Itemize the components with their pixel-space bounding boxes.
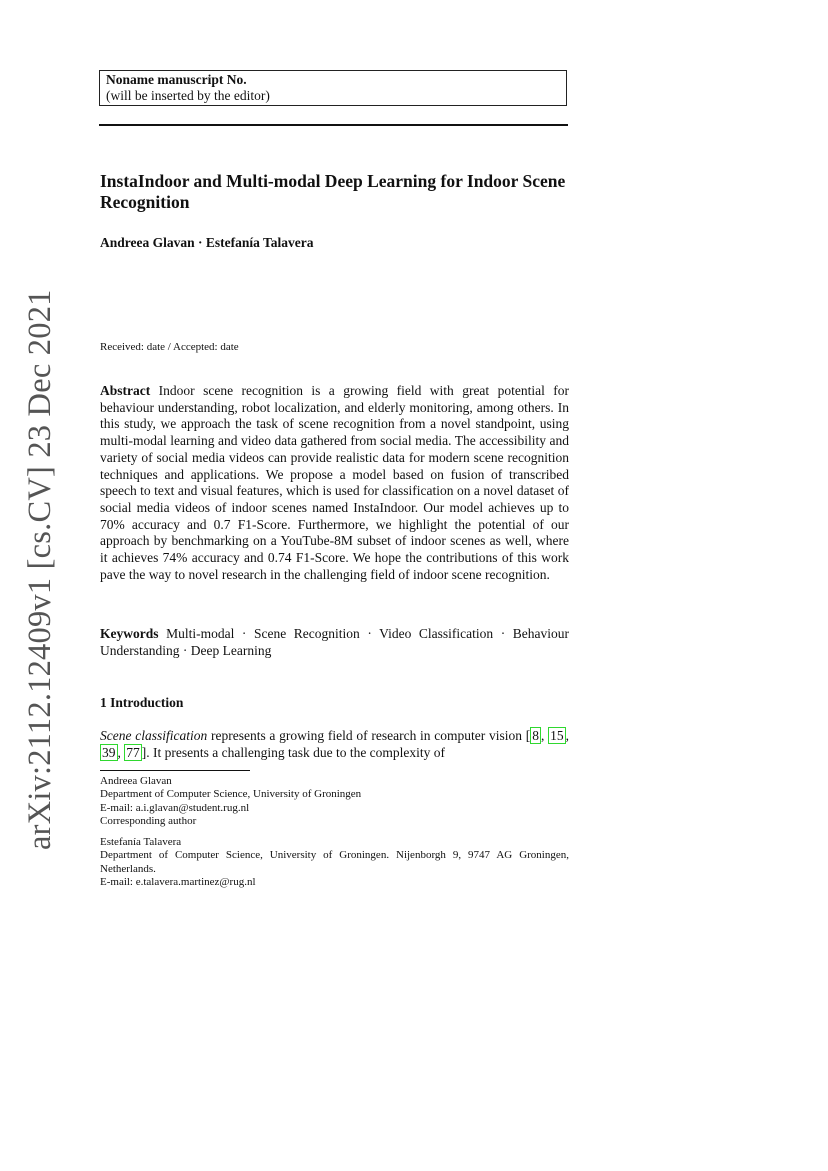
intro-text-continued: . It presents a challenging task due to the complexity of (146, 744, 446, 760)
abstract-label: Abstract (100, 383, 151, 398)
editor-note: (will be inserted by the editor) (106, 88, 270, 103)
keywords-text: Multi-modal · Scene Recognition · Video Classification · Behaviour Understanding · Deep Learning (100, 626, 569, 658)
arxiv-sidebar-stamp: arXiv:2112.12409v1 [cs.CV] 23 Dec 2021 (22, 289, 58, 850)
introduction-paragraph: Scene classification represents a growing field of research in computer vision [ 8 , 15 , 39 , 77 ]. It presents a challenging task due to the complexity of (100, 728, 570, 760)
author1-name: Andreea Glavan (100, 775, 172, 787)
editor-note-box (99, 70, 567, 106)
citation-link[interactable]: 15 (550, 728, 564, 743)
citation-link[interactable]: 77 (126, 744, 140, 760)
citation-link[interactable]: 39 (102, 744, 116, 760)
intro-text: represents a growing field of research in computer vision (210, 728, 523, 743)
header-rule (99, 124, 568, 126)
paper-title: InstaIndoor and Multi-modal Deep Learning for Indoor Scene Recognition (100, 171, 566, 212)
author1-note: Corresponding author (100, 815, 197, 828)
section-heading-introduction: 1 Introduction (100, 695, 184, 710)
received-dates: Received: date / Accepted: date (100, 341, 239, 353)
author1-affiliation: Department of Computer Science, University of Groningen (100, 788, 362, 801)
footnote-author1 (100, 775, 569, 829)
abstract (100, 383, 569, 583)
intro-italic-lead: Scene classification (100, 728, 208, 743)
citation-link[interactable]: 8 (532, 728, 540, 743)
keywords-label: Keywords (100, 626, 159, 641)
author2-name: Estefanía Talavera (100, 836, 182, 848)
keywords (100, 626, 569, 659)
author2-email: E-mail: e.talavera.martinez@rug.nl (100, 876, 256, 889)
author-list: Andreea Glavan · Estefanía Talavera (100, 235, 314, 250)
footnote-rule (100, 770, 250, 771)
footnote-author2 (100, 836, 569, 890)
author1-email: E-mail: a.i.glavan@student.rug.nl (100, 801, 250, 814)
manuscript-number: Noname manuscript No. (106, 72, 247, 87)
author2-affiliation: Department of Computer Science, University of Groningen. Nijenborgh 9, 9747 AG Groningen, Netherlands. (100, 849, 569, 875)
abstract-text: Indoor scene recognition is a growing field with great potential for behaviour understanding, robot localization, and elderly monitoring, among others. In this study, we approach the task of scene recognition from a novel standpoint, using multi-modal learning and video data gathered from social media. The accessibility and variety of social media videos can provide realistic data for modern scene recognition techniques and applications. We propose a model based on fusion of transcribed speech to text and visual features, which is used for classification on a novel dataset of social media videos of indoor scenes named InstaIndoor. Our model achieves up to 70% accuracy and 0.7 F1-Score. Furthermore, we highlight the potential of our approach by benchmarking on a YouTube-8M subset of indoor scenes as well, where it achieves 74% accuracy and 0.74 F1-Score. We hope the contributions of this work pave the way to novel research in the challenging field of indoor scene recognition. (100, 383, 569, 582)
